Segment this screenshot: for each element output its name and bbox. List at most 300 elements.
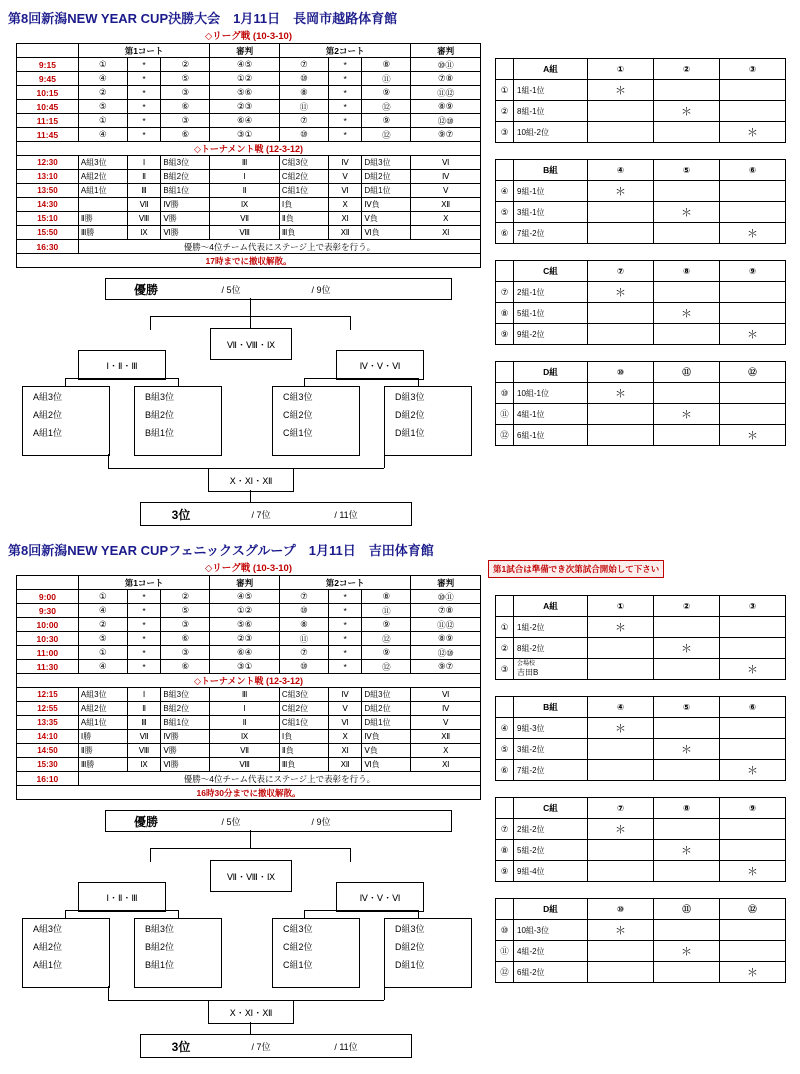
tournament-heading: ◇トーナメント戦 (12-3-12) (17, 674, 481, 688)
table-row (17, 758, 481, 772)
team-a: Ⅰ勝 (78, 730, 127, 744)
group-column-header: ⑩ (588, 899, 654, 920)
team-c: Ⅲ負 (279, 758, 328, 772)
group-row-label: 2組-1位 (514, 282, 588, 303)
award-time: 16:30 (17, 240, 79, 254)
team-a: A組3位 (78, 156, 127, 170)
group-score-cell[interactable] (588, 101, 654, 122)
group-row (496, 840, 786, 861)
diagonal-marker: ＊ (747, 967, 758, 979)
referee-2: Ⅹ (411, 744, 481, 758)
group-score-cell[interactable] (588, 303, 654, 324)
group-score-cell[interactable] (654, 383, 720, 404)
table-row (17, 86, 481, 100)
section1-groups (495, 58, 786, 462)
group-score-cell[interactable] (654, 920, 720, 941)
match-time: 15:30 (17, 758, 79, 772)
team-b: ⑥ (161, 128, 210, 142)
vs-mark: * (127, 590, 161, 604)
group-score-cell[interactable] (720, 404, 786, 425)
referee-1: Ⅲ (210, 688, 280, 702)
team-c: ⑩ (279, 660, 328, 674)
group-row-number: ⑤ (496, 202, 514, 223)
group-row (496, 861, 786, 882)
group-row-number: ⑥ (496, 223, 514, 244)
group-row-label: 5組-2位 (514, 840, 588, 861)
group-score-cell[interactable] (654, 659, 720, 680)
group-row-number: ⑨ (496, 324, 514, 345)
team-b: ② (161, 58, 210, 72)
group-score-cell[interactable] (654, 303, 720, 324)
group-score-cell[interactable] (588, 80, 654, 101)
group-score-cell[interactable] (720, 861, 786, 882)
referee-1: ①② (210, 72, 280, 86)
group-row-label: 9組-1位 (514, 181, 588, 202)
referee-2: Ⅵ (411, 688, 481, 702)
match-code: Ⅴ (328, 702, 362, 716)
group-score-cell[interactable] (654, 840, 720, 861)
group-column-header: ⑪ (654, 899, 720, 920)
group-row (496, 941, 786, 962)
diagonal-marker: ＊ (615, 723, 626, 735)
match-time: 10:00 (17, 618, 79, 632)
group-score-cell[interactable] (588, 181, 654, 202)
match-code: Ⅹ (328, 198, 362, 212)
group-score-cell[interactable] (654, 718, 720, 739)
group-score-cell[interactable] (654, 962, 720, 983)
team-a: Ⅱ勝 (78, 212, 127, 226)
tournament-heading-row (17, 142, 481, 156)
group-score-cell[interactable] (588, 425, 654, 446)
group-row (496, 122, 786, 143)
team-c: C組3位 (279, 156, 328, 170)
team-a: A組1位 (78, 184, 127, 198)
team-b: B組3位 (161, 688, 210, 702)
group-header-row (496, 59, 786, 80)
group-column-header: ② (654, 596, 720, 617)
group-row (496, 760, 786, 781)
s2-champion-label: 優勝 (133, 814, 158, 829)
team-d: Ⅴ負 (362, 212, 411, 226)
vs-mark: * (328, 646, 362, 660)
group-name: B組 (514, 697, 588, 718)
group-table-A組 (495, 58, 786, 143)
team-d: Ⅳ負 (362, 730, 411, 744)
team-d: D組1位 (362, 716, 411, 730)
referee-2: ⑫⑩ (411, 114, 481, 128)
referee-2: Ⅴ (411, 716, 481, 730)
table-row (17, 184, 481, 198)
diagonal-marker: ＊ (615, 186, 626, 198)
group-row-label: 10組-2位 (514, 122, 588, 143)
group-score-cell[interactable] (588, 404, 654, 425)
group-score-cell[interactable] (720, 181, 786, 202)
group-score-cell[interactable] (720, 920, 786, 941)
section2-groups (495, 595, 786, 999)
team-d: ⑫ (362, 632, 411, 646)
team-a: ① (78, 58, 127, 72)
group-column-header: ⑨ (720, 261, 786, 282)
court1-header: 第1コート (78, 44, 209, 58)
team-b: ⑤ (161, 604, 210, 618)
team-b: B組2位 (161, 702, 210, 716)
diagonal-marker: ＊ (747, 765, 758, 777)
group-row-label: 8組-2位 (514, 638, 588, 659)
group-score-cell[interactable] (720, 223, 786, 244)
s1-col-d: D組3位 D組2位 D組1位 (384, 386, 472, 456)
referee-1: ⑤⑥ (210, 618, 280, 632)
s2-col-d: D組3位 D組2位 D組1位 (384, 918, 472, 988)
group-score-cell[interactable] (654, 425, 720, 446)
team-b: Ⅵ勝 (161, 758, 210, 772)
match-time: 10:45 (17, 100, 79, 114)
group-row-label: 6組-1位 (514, 425, 588, 446)
group-row-label: 1組-2位 (514, 617, 588, 638)
vs-mark: * (328, 72, 362, 86)
ref1-header: 審判 (210, 44, 280, 58)
referee-2: ⑫⑩ (411, 646, 481, 660)
group-score-cell[interactable] (720, 383, 786, 404)
group-score-cell[interactable] (588, 920, 654, 941)
group-name: A組 (514, 596, 588, 617)
group-score-cell[interactable] (588, 324, 654, 345)
group-row (496, 739, 786, 760)
group-score-cell[interactable] (654, 861, 720, 882)
award-row (17, 772, 481, 786)
group-score-cell[interactable] (720, 80, 786, 101)
schedule-header-row (17, 44, 481, 58)
group-score-cell[interactable] (720, 659, 786, 680)
referee-2: Ⅳ (411, 170, 481, 184)
s1-place3: 3位 (171, 507, 191, 522)
table-row (17, 212, 481, 226)
group-score-cell[interactable] (654, 404, 720, 425)
match-code: Ⅵ (328, 184, 362, 198)
group-row-number: ⑥ (496, 760, 514, 781)
s2-col-c: C組3位 C組2位 C組1位 (272, 918, 360, 988)
diagonal-marker: ＊ (615, 925, 626, 937)
group-score-cell[interactable] (588, 122, 654, 143)
group-score-cell[interactable] (720, 282, 786, 303)
group-score-cell[interactable] (654, 941, 720, 962)
group-name: C組 (514, 798, 588, 819)
group-table-C組 (495, 260, 786, 345)
diagonal-marker: ＊ (681, 308, 692, 320)
group-column-header: ③ (720, 596, 786, 617)
group-row-label: 1組-1位 (514, 80, 588, 101)
vs-mark: * (127, 86, 161, 100)
match-code: Ⅸ (127, 758, 161, 772)
match-time: 10:15 (17, 86, 79, 100)
group-score-cell[interactable] (654, 282, 720, 303)
referee-2: ⑩⑪ (411, 58, 481, 72)
team-b: ⑤ (161, 72, 210, 86)
referee-2: Ⅺ (411, 226, 481, 240)
group-score-cell[interactable] (720, 718, 786, 739)
group-score-cell[interactable] (720, 638, 786, 659)
group-score-cell[interactable] (654, 760, 720, 781)
group-score-cell[interactable] (720, 324, 786, 345)
group-column-header: ④ (588, 160, 654, 181)
team-b: Ⅳ勝 (161, 198, 210, 212)
match-time: 14:30 (17, 198, 79, 212)
team-b: ② (161, 590, 210, 604)
match-time: 13:50 (17, 184, 79, 198)
group-score-cell[interactable] (654, 80, 720, 101)
table-row (17, 716, 481, 730)
group-score-cell[interactable] (588, 383, 654, 404)
group-score-cell[interactable] (588, 617, 654, 638)
group-row-number: ⑧ (496, 303, 514, 324)
group-row (496, 282, 786, 303)
group-column-header: ① (588, 596, 654, 617)
diagonal-marker: ＊ (747, 664, 758, 676)
section2-bracket (0, 810, 480, 1060)
group-score-cell[interactable] (588, 718, 654, 739)
match-time: 15:10 (17, 212, 79, 226)
s1-col-c: C組3位 C組2位 C組1位 (272, 386, 360, 456)
group-row (496, 425, 786, 446)
s1-node-789: Ⅶ・Ⅷ・Ⅸ (210, 328, 292, 360)
group-score-cell[interactable] (654, 181, 720, 202)
table-row (17, 170, 481, 184)
team-d: ⑧ (362, 58, 411, 72)
group-score-cell[interactable] (654, 324, 720, 345)
s1-place5: / 5位 (221, 284, 241, 295)
group-score-cell[interactable] (720, 303, 786, 324)
group-score-cell[interactable] (720, 962, 786, 983)
referee-1: Ⅸ (210, 198, 280, 212)
group-row-label: 6組-2位 (514, 962, 588, 983)
vs-mark: * (328, 590, 362, 604)
group-score-cell[interactable] (654, 122, 720, 143)
group-row-number: ⑦ (496, 282, 514, 303)
award-text: 優勝～4位チーム代表にステージ上で表彰を行う。 (78, 240, 480, 254)
group-score-cell[interactable] (654, 101, 720, 122)
s2-node-456: Ⅳ・Ⅴ・Ⅵ (336, 882, 424, 912)
team-c: ⑦ (279, 646, 328, 660)
group-row (496, 920, 786, 941)
group-score-cell[interactable] (654, 617, 720, 638)
spacer-cell (496, 596, 514, 617)
s1-node-101112: Ⅹ・Ⅺ・Ⅻ (208, 468, 294, 492)
referee-2: ⑧⑨ (411, 100, 481, 114)
table-row (17, 632, 481, 646)
group-row-label: 9組-4位 (514, 861, 588, 882)
group-row-number: ⑤ (496, 739, 514, 760)
vs-mark: * (127, 618, 161, 632)
group-row-number: ⑨ (496, 861, 514, 882)
team-b: Ⅴ勝 (161, 212, 210, 226)
group-row-label: 3組-1位 (514, 202, 588, 223)
group-row-number: ④ (496, 181, 514, 202)
tournament-heading-row (17, 674, 481, 688)
group-score-cell[interactable] (654, 739, 720, 760)
team-d: ⑨ (362, 646, 411, 660)
group-score-cell[interactable] (720, 819, 786, 840)
section1-schedule-table (16, 43, 481, 268)
s2-place3: 3位 (171, 1039, 191, 1054)
section1-schedule-block (16, 28, 481, 268)
spacer-cell (496, 362, 514, 383)
group-score-cell[interactable] (654, 223, 720, 244)
match-time: 11:45 (17, 128, 79, 142)
group-score-cell[interactable] (720, 122, 786, 143)
group-score-cell[interactable] (654, 638, 720, 659)
group-row-label: 2組-2位 (514, 819, 588, 840)
group-row-number: ⑫ (496, 962, 514, 983)
group-header-row (496, 596, 786, 617)
group-score-cell[interactable] (720, 617, 786, 638)
vs-mark: * (127, 114, 161, 128)
spacer-cell (496, 261, 514, 282)
match-code: Ⅱ (127, 170, 161, 184)
team-b: Ⅴ勝 (161, 744, 210, 758)
group-row (496, 638, 786, 659)
group-column-header: ④ (588, 697, 654, 718)
table-row (17, 646, 481, 660)
group-score-cell[interactable] (588, 223, 654, 244)
group-table-D組 (495, 898, 786, 983)
group-score-cell[interactable] (720, 941, 786, 962)
group-score-cell[interactable] (720, 101, 786, 122)
table-row (17, 660, 481, 674)
match-code: Ⅳ (328, 688, 362, 702)
team-d: ⑨ (362, 618, 411, 632)
group-row-number: ⑦ (496, 819, 514, 840)
diagonal-marker: ＊ (615, 85, 626, 97)
referee-2: ⑪⑫ (411, 86, 481, 100)
group-score-cell[interactable] (588, 819, 654, 840)
team-d: Ⅵ負 (362, 226, 411, 240)
group-score-cell[interactable] (588, 962, 654, 983)
group-row-label: 3組-2位 (514, 739, 588, 760)
group-score-cell[interactable] (654, 819, 720, 840)
team-b: Ⅳ勝 (161, 730, 210, 744)
group-score-cell[interactable] (720, 202, 786, 223)
table-row (17, 688, 481, 702)
team-c: ⑦ (279, 114, 328, 128)
section2-callout: 第1試合は準備でき次第試合開始して下さい (488, 560, 664, 578)
referee-2: ⑪⑫ (411, 618, 481, 632)
table-row (17, 226, 481, 240)
group-table-D組 (495, 361, 786, 446)
team-d: D組2位 (362, 702, 411, 716)
team-a: A組2位 (78, 702, 127, 716)
referee-2: Ⅴ (411, 184, 481, 198)
table-row (17, 72, 481, 86)
diagonal-marker: ＊ (681, 106, 692, 118)
group-row (496, 303, 786, 324)
group-score-cell[interactable] (588, 638, 654, 659)
group-score-cell[interactable] (588, 659, 654, 680)
group-score-cell[interactable] (588, 202, 654, 223)
vs-mark: * (127, 72, 161, 86)
team-d: ⑪ (362, 604, 411, 618)
team-b: ③ (161, 114, 210, 128)
team-c: Ⅱ負 (279, 212, 328, 226)
closing-text: 17時までに撤収解散。 (17, 254, 481, 268)
team-b: ③ (161, 86, 210, 100)
team-a: Ⅲ勝 (78, 758, 127, 772)
s1-col-b: B組3位 B組2位 B組1位 (134, 386, 222, 456)
group-score-cell[interactable] (720, 760, 786, 781)
group-column-header: ⑤ (654, 160, 720, 181)
vs-mark: * (328, 100, 362, 114)
group-header-row (496, 697, 786, 718)
section2-schedule-body (17, 576, 481, 800)
match-code: Ⅰ (127, 688, 161, 702)
diagonal-marker: ＊ (681, 643, 692, 655)
referee-1: ③① (210, 128, 280, 142)
table-row (17, 604, 481, 618)
match-time: 12:15 (17, 688, 79, 702)
group-name: D組 (514, 362, 588, 383)
team-b: B組1位 (161, 716, 210, 730)
team-c: Ⅰ負 (279, 730, 328, 744)
referee-2: Ⅵ (411, 156, 481, 170)
match-time: 9:15 (17, 58, 79, 72)
referee-1: Ⅶ (210, 212, 280, 226)
group-score-cell[interactable] (720, 425, 786, 446)
team-c: Ⅱ負 (279, 744, 328, 758)
group-column-header: ⑦ (588, 261, 654, 282)
team-c: C組2位 (279, 170, 328, 184)
empty-cell (17, 576, 79, 590)
team-c: C組1位 (279, 716, 328, 730)
group-column-header: ⑤ (654, 697, 720, 718)
group-column-header: ⑦ (588, 798, 654, 819)
team-a: A組3位 (78, 688, 127, 702)
team-c: ⑩ (279, 72, 328, 86)
section1-bracket (0, 278, 480, 528)
closing-row (17, 254, 481, 268)
table-row (17, 744, 481, 758)
group-row-number: ⑪ (496, 404, 514, 425)
group-header-row (496, 160, 786, 181)
group-row (496, 718, 786, 739)
group-score-cell[interactable] (588, 739, 654, 760)
group-score-cell[interactable] (588, 840, 654, 861)
court1-header: 第1コート (78, 576, 209, 590)
group-row-label: 8組-1位 (514, 101, 588, 122)
group-header-row (496, 798, 786, 819)
group-score-cell[interactable] (720, 840, 786, 861)
team-b: Ⅵ勝 (161, 226, 210, 240)
match-time: 11:30 (17, 660, 79, 674)
team-a: ⑤ (78, 632, 127, 646)
group-score-cell[interactable] (654, 202, 720, 223)
match-time: 11:15 (17, 114, 79, 128)
group-score-cell[interactable] (588, 861, 654, 882)
group-row-number: ⑩ (496, 920, 514, 941)
diagonal-marker: ＊ (615, 388, 626, 400)
group-header-row (496, 362, 786, 383)
group-row-label: 9組-3位 (514, 718, 588, 739)
group-score-cell[interactable] (588, 760, 654, 781)
group-score-cell[interactable] (720, 739, 786, 760)
group-column-header: ③ (720, 59, 786, 80)
team-a: ② (78, 86, 127, 100)
group-header-row (496, 899, 786, 920)
team-b: B組1位 (161, 184, 210, 198)
team-a: ④ (78, 604, 127, 618)
referee-1: Ⅰ (210, 170, 280, 184)
table-row (17, 590, 481, 604)
group-score-cell[interactable] (588, 282, 654, 303)
table-row (17, 618, 481, 632)
group-score-cell[interactable] (588, 941, 654, 962)
